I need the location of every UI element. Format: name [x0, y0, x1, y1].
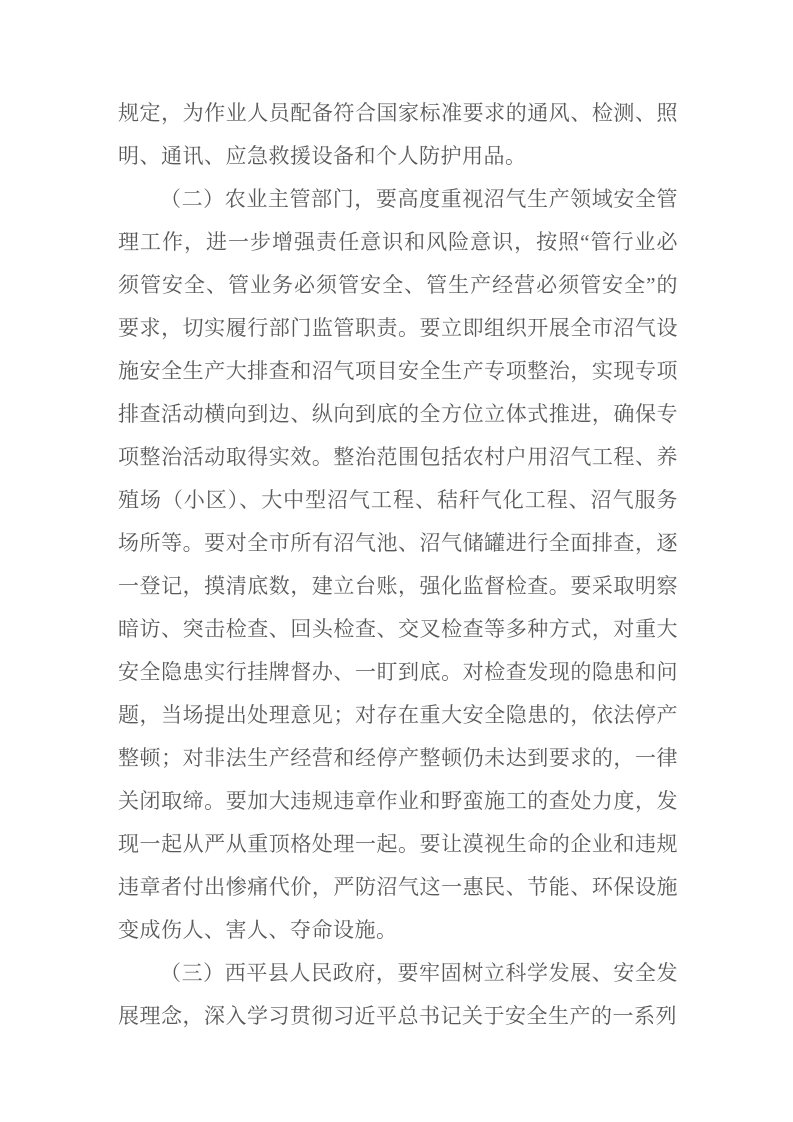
document-body: [118, 92, 678, 1038]
paragraph-continuation: 规定，为作业人员配备符合国家标准要求的通风、检测、照明、通讯、应急救援设备和个人防护用品。: [118, 101, 678, 168]
paragraph-section-3: （三）西平县人民政府，要牢固树立科学发展、安全发展理念，深入学习贯彻习近平总书记关于安全生产的一系列: [118, 961, 678, 1028]
paragraph-section-2: （二）农业主管部门，要高度重视沼气生产领域安全管理工作，进一步增强责任意识和风险意识，按照“管行业必须管安全、管业务必须管安全、管生产经营必须管安全”的要求，切实履行部门监管职责。要立即组织开展全市沼气设施安全生产大排查和沼气项目安全生产专项整治，实现专项排查活动横向到边、纵向到底的全方位立体式推进，确保专项整治活动取得实效。整治范围包括农村户用沼气工程、养殖场（小区）、大中型沼气工程、秸秆气化工程、沼气服务场所等。要对全市所有沼气池、沼气储罐进行全面排查，逐一登记，摸清底数，建立台账，强化监督检查。要采取明察暗访、突击检查、回头检查、交叉检查等多种方式，对重大安全隐患实行挂牌督办、一盯到底。对检查发现的隐患和问题，当场提出处理意见；对存在重大安全隐患的，依法停产整顿；对非法生产经营和经停产整顿仍未达到要求的，一律关闭取缔。要加大违规违章作业和野蛮施工的查处力度，发现一起从严从重顶格处理一起。要让漠视生命的企业和违规违章者付出惨痛代价，严防沼气这一惠民、节能、环保设施变成伤人、害人、夺命设施。: [118, 187, 678, 942]
